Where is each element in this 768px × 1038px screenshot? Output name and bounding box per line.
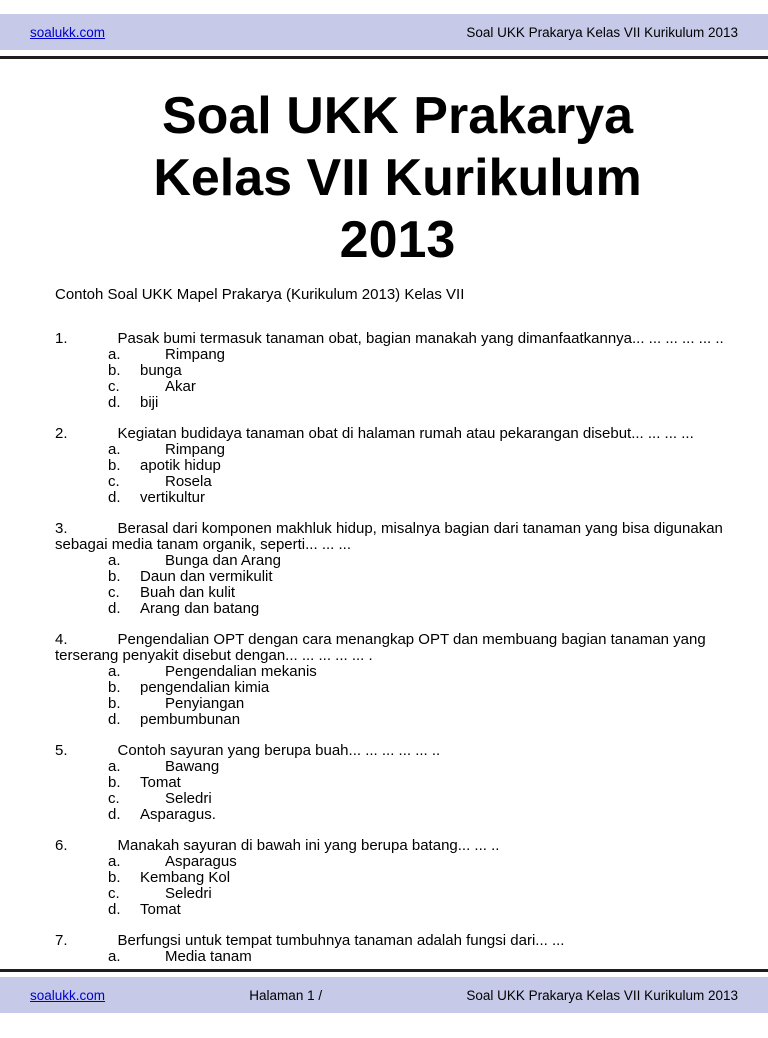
question-number: 2. [55,425,68,442]
option-text: Daun dan vermikulit [140,568,273,585]
option-label: c. [108,790,120,807]
question-1-option-d [55,395,740,411]
option-label: a. [108,948,121,965]
question-2-option-d [55,490,740,506]
header-doc-title: Soal UKK Prakarya Kelas VII Kurikulum 2013 [466,24,738,40]
option-label: c. [108,378,120,395]
question-4-option-a [55,664,740,680]
question-5-option-c [55,791,740,807]
question-3-option-d [55,601,740,617]
questions-list [55,331,740,965]
option-text: Pengendalian mekanis [165,663,317,680]
option-label: a. [108,853,121,870]
question-1-option-a [55,347,740,363]
question-body: Berfungsi untuk tempat tumbuhnya tanaman adalah fungsi dari... ... [117,932,565,949]
footer-divider [0,969,768,972]
option-text: Tomat [140,774,181,791]
question-body: Manakah sayuran di bawah ini yang berupa batang... ... .. [117,837,500,854]
option-text: biji [140,394,159,411]
header-divider [0,56,768,59]
option-text: bunga [140,362,182,379]
question-number: 3. [55,520,68,537]
header-site-link[interactable]: soalukk.com [30,24,106,40]
question-2-option-c [55,474,740,490]
option-text: Asparagus [165,853,237,870]
option-label: a. [108,552,121,569]
question-6-option-d [55,902,740,918]
document-title [55,85,740,271]
option-text: Tomat [140,901,181,918]
question-body: Kegiatan budidaya tanaman obat di halaman rumah atau pekarangan disebut... ... ... ... [117,425,694,442]
option-text: pengendalian kimia [140,679,270,696]
question-5-option-a [55,759,740,775]
option-label: d. [108,489,121,506]
footer-bar [0,977,768,1013]
question-body: Contoh sayuran yang berupa buah... ... ... ... ... .. [117,742,441,759]
question-5-option-b [55,775,740,791]
option-label: a. [108,346,121,363]
option-label: d. [108,394,121,411]
question-6 [55,838,740,918]
option-label: b. [108,457,121,474]
option-text: pembumbunan [140,711,241,728]
option-label: a. [108,758,121,775]
question-1-option-b [55,363,740,379]
question-text [55,632,740,664]
question-text [55,743,740,759]
header-bar [0,14,768,50]
title-line-2: Kelas VII Kurikulum [153,149,642,207]
option-label: d. [108,806,121,823]
question-4-option-b [55,696,740,712]
question-6-option-c [55,886,740,902]
option-label: b. [108,679,121,696]
header [0,14,768,59]
question-4 [55,632,740,728]
question-7-option-a [55,949,740,965]
option-text: Rosela [165,473,212,490]
option-text: apotik hidup [140,457,221,474]
option-text: Buah dan kulit [140,584,236,601]
question-3-option-c [55,585,740,601]
option-text: Rimpang [165,346,226,363]
option-text: Kembang Kol [140,869,231,886]
document-page [0,85,768,965]
option-text: Bawang [165,758,220,775]
title-line-1: Soal UKK Prakarya [161,87,634,145]
option-text: Arang dan batang [140,600,260,617]
question-3-option-b [55,569,740,585]
question-number: 4. [55,631,68,648]
question-5 [55,743,740,823]
question-5-option-d [55,807,740,823]
question-2-option-a [55,442,740,458]
question-1 [55,331,740,411]
option-label: a. [108,663,121,680]
option-label: d. [108,901,121,918]
question-1-option-c [55,379,740,395]
option-label: b. [108,362,121,379]
option-text: Asparagus. [140,806,216,823]
option-text: Seledri [165,885,212,902]
question-text [55,331,740,347]
option-label: d. [108,600,121,617]
question-2 [55,426,740,506]
footer [0,969,768,1013]
footer-page-label: Halaman 1 / [249,987,323,1003]
option-label: a. [108,441,121,458]
question-number: 1. [55,330,68,347]
question-text [55,933,740,949]
option-label: c. [108,584,120,601]
question-6-option-b [55,870,740,886]
question-3 [55,521,740,617]
question-7 [55,933,740,965]
option-label: b. [108,695,121,712]
question-number: 5. [55,742,68,759]
option-text: vertikultur [140,489,206,506]
question-3-option-a [55,553,740,569]
option-text: Penyiangan [165,695,245,712]
question-6-option-a [55,854,740,870]
option-label: c. [108,885,120,902]
option-text: Bunga dan Arang [165,552,281,569]
question-text [55,838,740,854]
question-4-option-d [55,712,740,728]
footer-site-link[interactable]: soalukk.com [30,987,106,1003]
intro-text: Contoh Soal UKK Mapel Prakarya (Kurikulum 2013) Kelas VII [55,286,465,303]
option-text: Rimpang [165,441,226,458]
option-label: b. [108,869,121,886]
question-2-option-b [55,458,740,474]
option-text: Akar [165,378,196,395]
question-text [55,426,740,442]
question-body: Pasak bumi termasuk tanaman obat, bagian manakah yang dimanfaatkannya... ... ... ... ... .. [117,330,724,347]
question-number: 6. [55,837,68,854]
question-text [55,521,740,553]
question-4-option-b [55,680,740,696]
question-body: Berasal dari komponen makhluk hidup, misalnya bagian dari tanaman yang bisa digunakan sebagai media tanam organik, seperti... ... ... [55,520,723,553]
question-number: 7. [55,932,68,949]
option-text: Media tanam [165,948,252,965]
footer-doc-title: Soal UKK Prakarya Kelas VII Kurikulum 2013 [466,987,738,1003]
option-label: b. [108,774,121,791]
option-label: c. [108,473,120,490]
question-body: Pengendalian OPT dengan cara menangkap OPT dan membuang bagian tanaman yang terserang penyakit disebut dengan... ... ... ... ... . [55,631,706,664]
option-text: Seledri [165,790,212,807]
title-line-3: 2013 [339,211,456,269]
option-label: d. [108,711,121,728]
option-label: b. [108,568,121,585]
